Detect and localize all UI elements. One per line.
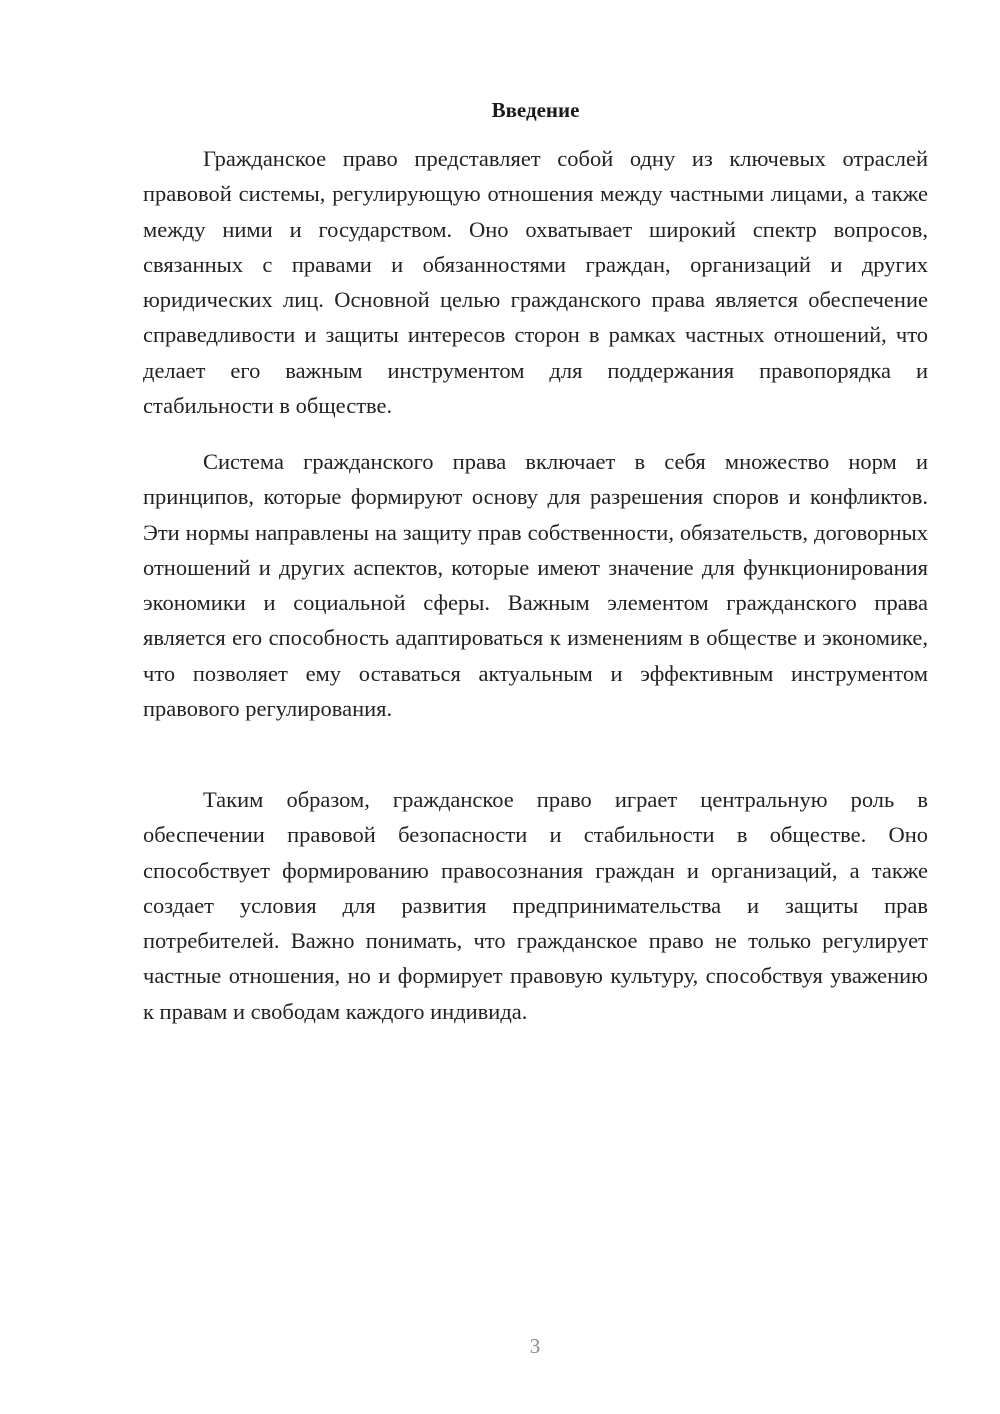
page-number: 3 — [529, 1334, 541, 1358]
paragraph-3: Таким образом, гражданское право играет центральную роль в обеспечении правовой безопасности и стабильности в обществе. Оно способствует формированию правосознания граждан и организаций, а также создает условия для развития предпринимательства и защиты прав потребителей. Важно понимать, что гражданское право не только регулирует частные отношения, но и формирует правовую культуру, способствуя уважению к правам и свободам каждого индивида. — [143, 787, 928, 1024]
paragraph-2: Система гражданского права включает в себя множество норм и принципов, которые формируют основу для разрешения споров и конфликтов. Эти нормы направлены на защиту прав собственности, обязательств, договорных отношений и других аспектов, которые имеют значение для функционирования экономики и социальной сферы. Важным элементом гражданского права является его способность адаптироваться к изменениям в обществе и экономике, что позволяет ему оставаться актуальным и эффективным инструментом правового регулирования. — [143, 449, 928, 722]
section-heading: Введение — [491, 98, 580, 122]
paragraph-1: Гражданское право представляет собой одну из ключевых отраслей правовой системы, регулирующую отношения между частными лицами, а также между ними и государством. Оно охватывает широкий спектр вопросов, связанных с правами и обязанностями граждан, организаций и других юридических лиц. Основной целью гражданского права является обеспечение справедливости и защиты интересов сторон в рамках частных отношений, что делает его важным инструментом для поддержания правопорядка и стабильности в обществе. — [143, 146, 928, 419]
